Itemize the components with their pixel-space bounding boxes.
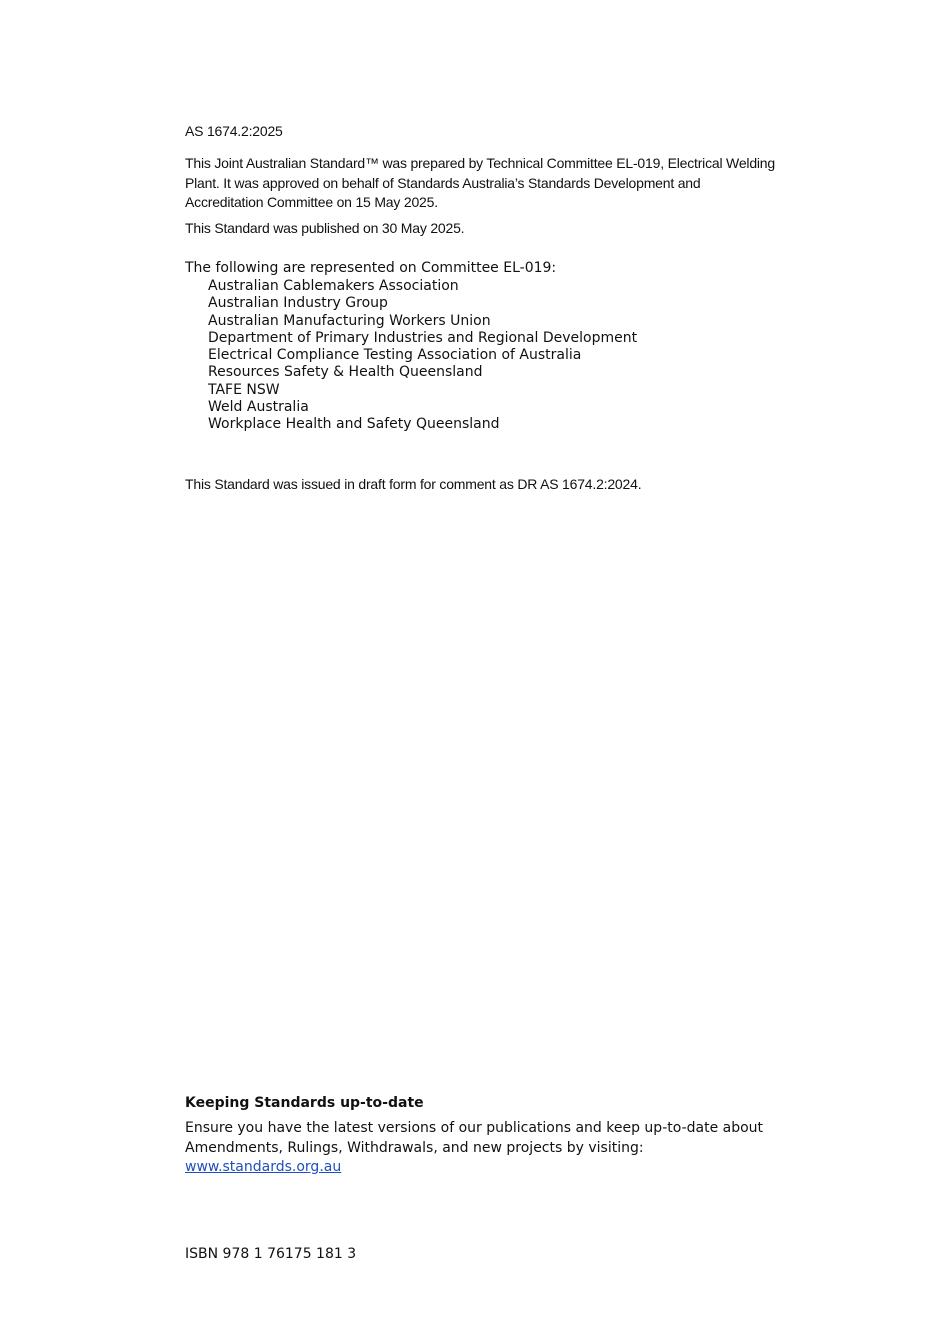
standards-website-link[interactable]: www.standards.org.au [185,1159,342,1175]
committee-member: Weld Australia [208,399,309,416]
committee-intro: The following are represented on Committee EL-019: [185,260,557,276]
committee-member: Australian Manufacturing Workers Union [208,312,491,329]
keeping-up-to-date-text: Ensure you have the latest versions of our publications and keep up-to-date about Amendments, Rulings, Withdrawals, and new projects by visiting: [185,1120,764,1156]
committee-member: Resources Safety & Health Queensland [208,364,483,381]
draft-paragraph: This Standard was issued in draft form for comment as DR AS 1674.2:2024. [185,476,642,492]
keeping-up-to-date-body [185,1119,785,1178]
committee-member: Australian Industry Group [208,295,388,312]
committee-member: TAFE NSW [208,381,280,398]
isbn-number: ISBN 978 1 76175 181 3 [185,1246,357,1262]
committee-member-list [208,278,637,434]
document-id: AS 1674.2:2025 [185,123,283,139]
preparation-paragraph: This Joint Australian Standard™ was prepared by Technical Committee EL-019, Electrical Welding Plant. It was approved on behalf of Standards Australia’s Standards Development and Accreditation Committee on 15 May 2025. [185,155,775,210]
committee-member: Workplace Health and Safety Queensland [208,416,500,433]
committee-member: Electrical Compliance Testing Association of Australia [208,347,582,364]
keeping-up-to-date-heading: Keeping Standards up-to-date [185,1095,424,1111]
committee-member: Australian Cablemakers Association [208,278,459,294]
publication-paragraph: This Standard was published on 30 May 2025. [185,220,465,236]
committee-member: Department of Primary Industries and Regional Development [208,329,638,346]
